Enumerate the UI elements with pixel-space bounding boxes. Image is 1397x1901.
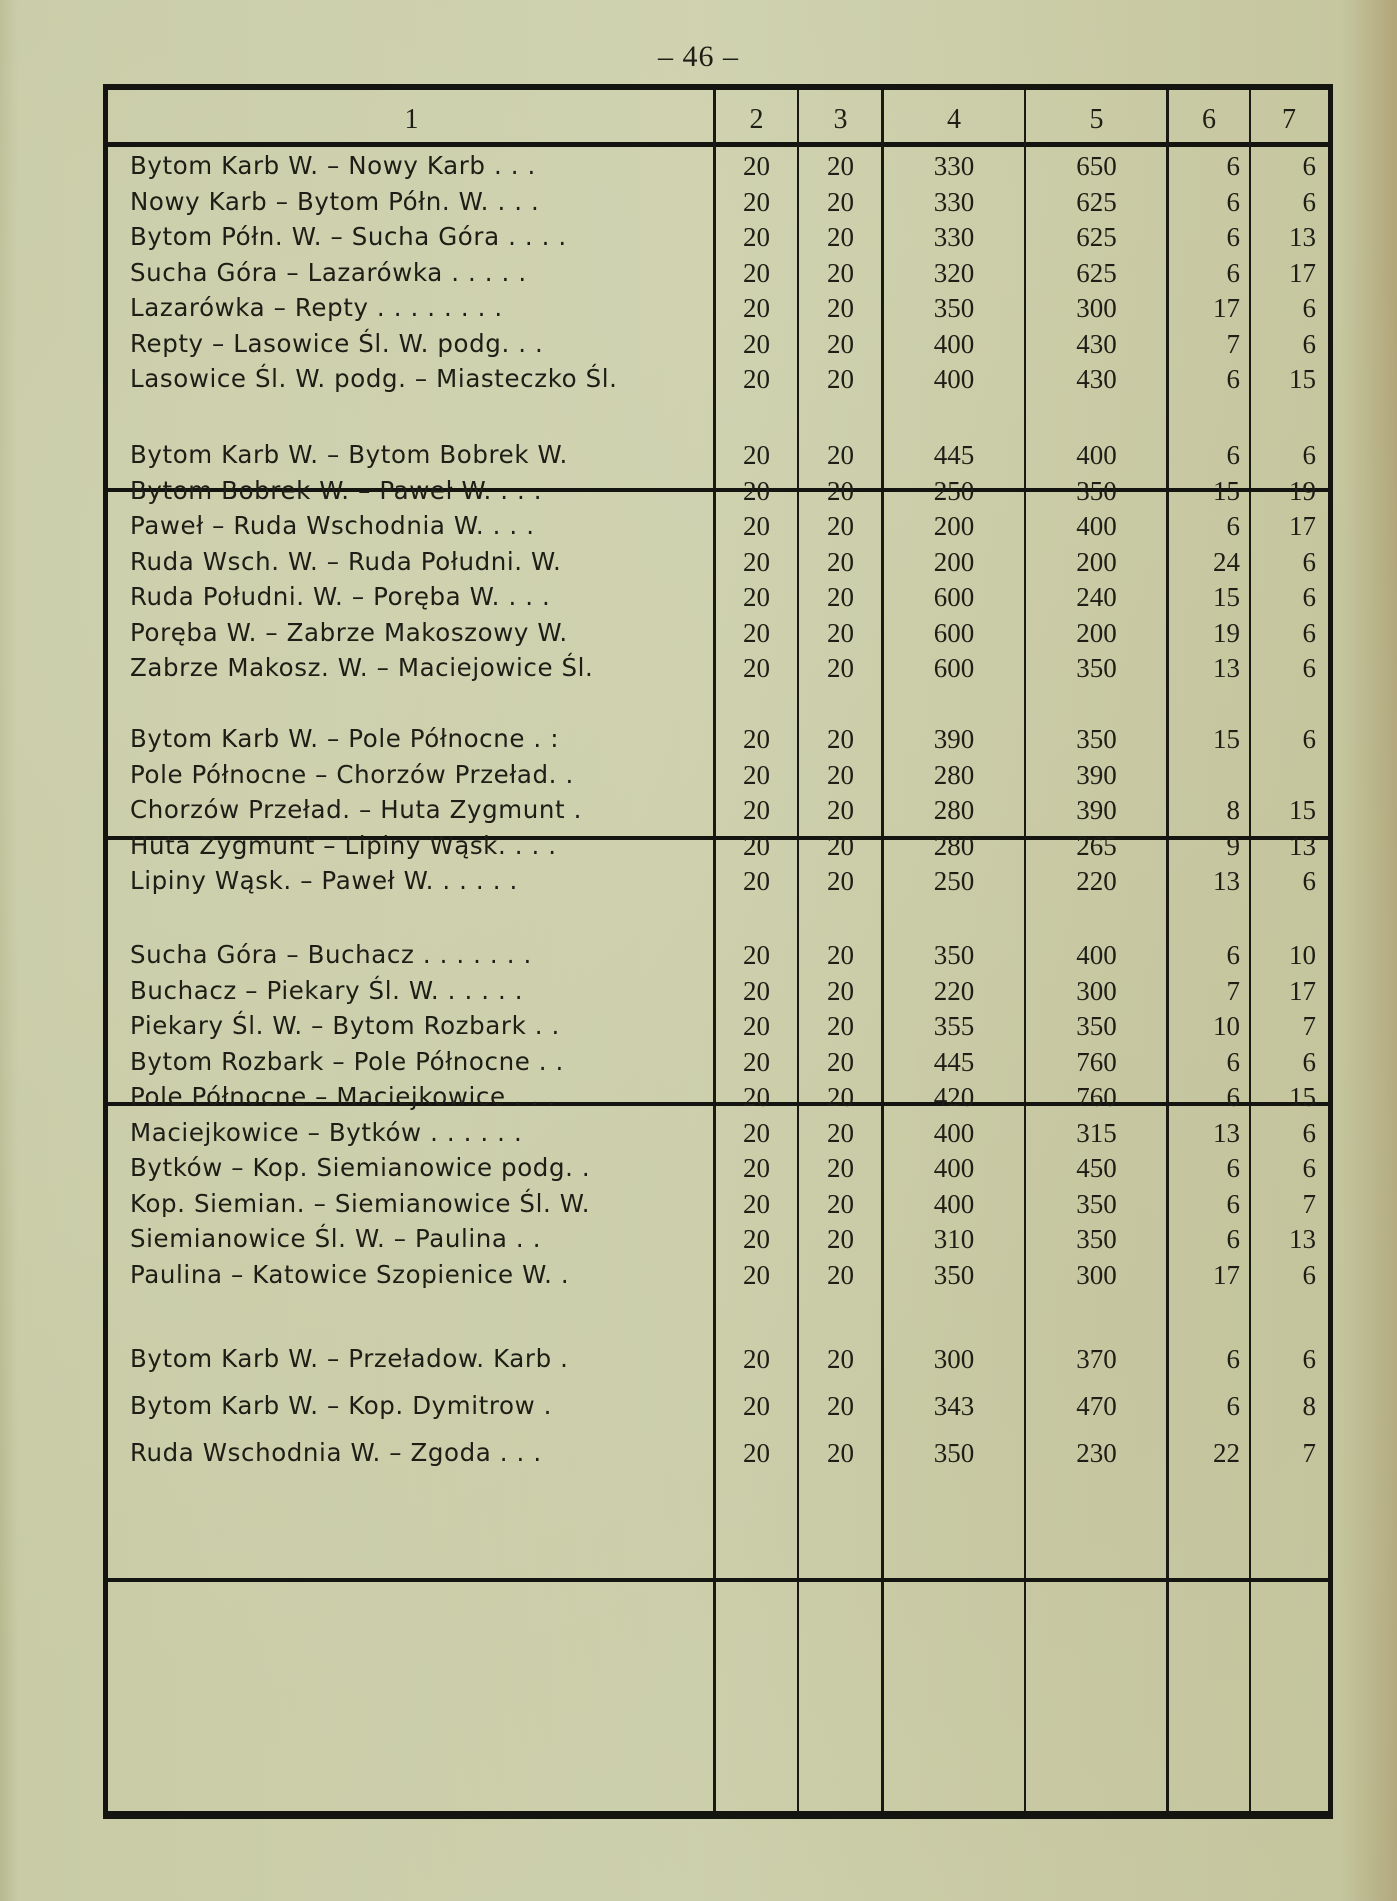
value-col-7: 6 — [1302, 440, 1316, 470]
value-col-7: 6 — [1302, 151, 1316, 181]
route-name: Bytom Karb W. – Przeładow. Karb . — [130, 1344, 569, 1373]
value-col-5: 390 — [1076, 759, 1117, 790]
value-col-3: 20 — [827, 1438, 854, 1468]
value-col-3: 20 — [827, 617, 854, 648]
value-col-5: 400 — [1076, 511, 1117, 541]
value-col-5: 350 — [1076, 724, 1117, 754]
table-row — [108, 937, 1328, 973]
value-col-3: 20 — [827, 1082, 854, 1112]
route-name: Bytom Karb W. – Bytom Bobrek W. — [130, 440, 568, 469]
header-col-7: 7 — [1282, 104, 1296, 135]
value-col-4: 330 — [933, 222, 975, 252]
value-col-6: 22 — [1213, 1438, 1240, 1468]
value-col-6: 6 — [1226, 1046, 1240, 1077]
value-col-4: 600 — [933, 653, 975, 683]
value-col-3: 20 — [827, 1259, 854, 1290]
value-col-5: 625 — [1076, 222, 1117, 252]
route-name: Zabrze Makosz. W. – Maciejowice Śl. — [130, 653, 594, 682]
route-name: Ruda Wsch. W. – Ruda Południ. W. — [130, 546, 562, 576]
header-col-2: 2 — [749, 104, 764, 135]
table-row — [108, 792, 1328, 828]
value-col-6: 8 — [1226, 795, 1240, 825]
value-col-2: 20 — [743, 546, 770, 577]
value-col-7: 6 — [1302, 1117, 1316, 1148]
value-col-3: 20 — [827, 1188, 854, 1219]
table-bottom-border — [108, 1811, 1328, 1819]
value-col-3: 20 — [827, 257, 854, 288]
route-name: Sucha Góra – Lazarówka . . . . . — [130, 257, 527, 287]
route-name: Poręba W. – Zabrze Makoszowy W. — [130, 617, 568, 647]
table-row — [108, 615, 1328, 651]
value-col-2: 20 — [743, 724, 770, 754]
section-divider — [108, 1578, 1328, 1582]
value-col-2: 20 — [743, 222, 770, 252]
value-col-4: 320 — [933, 257, 975, 288]
value-col-7: 8 — [1302, 1391, 1316, 1421]
value-col-2: 20 — [743, 653, 770, 683]
value-col-7: 17 — [1289, 975, 1316, 1006]
value-col-2: 20 — [743, 186, 770, 217]
value-col-4: 600 — [933, 617, 975, 648]
route-name: Buchacz – Piekary Śl. W. . . . . . — [130, 975, 524, 1005]
route-name: Lasowice Śl. W. podg. – Miasteczko Śl. — [130, 364, 618, 393]
value-col-6: 15 — [1213, 582, 1240, 612]
value-col-3: 20 — [827, 328, 854, 359]
value-col-5: 625 — [1076, 186, 1117, 217]
value-col-4: 280 — [933, 795, 975, 825]
value-col-6: 6 — [1226, 1391, 1240, 1421]
value-col-6: 6 — [1226, 151, 1240, 181]
value-col-5: 300 — [1076, 1259, 1117, 1290]
value-col-2: 20 — [743, 293, 770, 323]
value-col-7: 19 — [1289, 475, 1316, 506]
table-row — [108, 1221, 1328, 1257]
table-row — [108, 650, 1328, 686]
value-col-5: 220 — [1076, 866, 1117, 896]
route-name: Bytków – Kop. Siemianowice podg. . — [130, 1153, 591, 1182]
route-name: Sucha Góra – Buchacz . . . . . . . — [130, 940, 532, 969]
value-col-4: 330 — [933, 186, 975, 217]
value-col-7: 7 — [1302, 1188, 1316, 1219]
value-col-5: 230 — [1076, 1438, 1117, 1468]
value-col-4: 350 — [933, 293, 975, 323]
table-row — [108, 361, 1328, 397]
value-col-4: 250 — [933, 866, 975, 896]
value-col-2: 20 — [743, 1259, 770, 1290]
value-col-7: 6 — [1302, 546, 1316, 577]
value-col-4: 400 — [933, 1117, 975, 1148]
table-row — [108, 219, 1328, 255]
value-col-7: 6 — [1302, 1153, 1316, 1183]
value-col-5: 650 — [1076, 151, 1117, 181]
route-table — [103, 84, 1333, 1819]
value-col-6: 6 — [1226, 1344, 1240, 1374]
value-col-5: 450 — [1076, 1153, 1117, 1183]
value-col-5: 350 — [1076, 1011, 1117, 1041]
value-col-2: 20 — [743, 151, 770, 181]
table-row — [108, 1257, 1328, 1293]
value-col-4: 390 — [933, 724, 975, 754]
value-col-5: 430 — [1076, 328, 1117, 359]
table-row — [108, 255, 1328, 291]
value-col-7: 6 — [1302, 1259, 1316, 1290]
value-col-3: 20 — [827, 364, 854, 394]
route-name: Bytom Karb W. – Nowy Karb . . . — [130, 151, 536, 180]
value-col-7: 10 — [1289, 940, 1316, 970]
route-name: Huta Zygmunt – Lipiny Wąsk. . . . — [130, 830, 557, 860]
value-col-5: 760 — [1076, 1046, 1117, 1077]
value-col-3: 20 — [827, 866, 854, 896]
value-col-6: 15 — [1213, 475, 1240, 506]
value-col-4: 280 — [933, 830, 975, 861]
value-col-2: 20 — [743, 1153, 770, 1183]
value-col-2: 20 — [743, 257, 770, 288]
table-row — [108, 1341, 1328, 1377]
value-col-3: 20 — [827, 222, 854, 252]
route-name: Ruda Południ. W. – Poręba W. . . . — [130, 582, 551, 611]
value-col-4: 355 — [933, 1011, 975, 1041]
value-col-3: 20 — [827, 795, 854, 825]
table-row — [108, 148, 1328, 184]
value-col-5: 240 — [1076, 582, 1117, 612]
value-col-2: 20 — [743, 475, 770, 506]
value-col-5: 370 — [1076, 1344, 1117, 1374]
value-col-2: 20 — [743, 440, 770, 470]
value-col-4: 300 — [933, 1344, 975, 1374]
value-col-3: 20 — [827, 151, 854, 181]
value-col-2: 20 — [743, 1344, 770, 1374]
table-row — [108, 473, 1328, 509]
value-col-5: 350 — [1076, 475, 1117, 506]
value-col-7: 6 — [1302, 617, 1316, 648]
value-col-5: 390 — [1076, 795, 1117, 825]
value-col-5: 430 — [1076, 364, 1117, 394]
value-col-2: 20 — [743, 759, 770, 790]
value-col-5: 350 — [1076, 1224, 1117, 1254]
value-col-2: 20 — [743, 1224, 770, 1254]
value-col-4: 600 — [933, 582, 975, 612]
value-col-3: 20 — [827, 1224, 854, 1254]
value-col-6: 6 — [1226, 1082, 1240, 1112]
value-col-2: 20 — [743, 511, 770, 541]
value-col-6: 6 — [1226, 511, 1240, 541]
route-name: Siemianowice Śl. W. – Paulina . . — [130, 1224, 542, 1253]
value-col-6: 6 — [1226, 1224, 1240, 1254]
table-row — [108, 1079, 1328, 1115]
value-col-5: 470 — [1076, 1391, 1117, 1421]
value-col-4: 220 — [933, 975, 975, 1006]
value-col-7: 7 — [1302, 1011, 1316, 1041]
table-row — [108, 579, 1328, 615]
value-col-4: 350 — [933, 1259, 975, 1290]
value-col-3: 20 — [827, 1117, 854, 1148]
value-col-4: 420 — [933, 1082, 975, 1112]
route-name: Pole Północne – Maciejkowice . . . — [130, 1082, 556, 1111]
value-col-7 — [1250, 757, 1316, 793]
value-col-3: 20 — [827, 475, 854, 506]
route-name: Paulina – Katowice Szopienice W. . — [130, 1259, 570, 1289]
value-col-3: 20 — [827, 511, 854, 541]
value-col-2: 20 — [743, 328, 770, 359]
value-col-7: 7 — [1302, 1438, 1316, 1468]
value-col-6: 19 — [1213, 617, 1240, 648]
value-col-2: 20 — [743, 795, 770, 825]
value-col-5: 760 — [1076, 1082, 1117, 1112]
value-col-4: 310 — [933, 1224, 975, 1254]
value-col-5: 265 — [1076, 830, 1117, 861]
route-name: Bytom Karb W. – Kop. Dymitrow . — [130, 1391, 552, 1420]
table-row — [108, 721, 1328, 757]
value-col-3: 20 — [827, 440, 854, 470]
route-name: Lipiny Wąsk. – Paweł W. . . . . . — [130, 866, 518, 895]
table-row — [108, 1435, 1328, 1471]
value-col-6: 6 — [1226, 364, 1240, 394]
value-col-4: 400 — [933, 1188, 975, 1219]
value-col-3: 20 — [827, 1391, 854, 1421]
table-row — [108, 1388, 1328, 1424]
table-row — [108, 973, 1328, 1009]
value-col-6: 6 — [1226, 1188, 1240, 1219]
value-col-2: 20 — [743, 364, 770, 394]
value-col-7: 6 — [1302, 293, 1316, 323]
value-col-2: 20 — [743, 1391, 770, 1421]
value-col-2: 20 — [743, 1188, 770, 1219]
value-col-6: 6 — [1226, 440, 1240, 470]
value-col-2: 20 — [743, 975, 770, 1006]
value-col-2: 20 — [743, 830, 770, 861]
value-col-2: 20 — [743, 1438, 770, 1468]
value-col-6: 6 — [1226, 257, 1240, 288]
value-col-6: 24 — [1213, 546, 1240, 577]
value-col-4: 445 — [933, 1046, 975, 1077]
value-col-7: 17 — [1289, 511, 1316, 541]
table-row — [108, 508, 1328, 544]
value-col-2: 20 — [743, 940, 770, 970]
value-col-7: 13 — [1289, 830, 1316, 861]
route-name: Bytom Bobrek W. – Paweł W. . . . — [130, 475, 543, 505]
route-name: Nowy Karb – Bytom Półn. W. . . . — [130, 186, 540, 216]
value-col-6: 7 — [1226, 328, 1240, 359]
header-col-6: 6 — [1202, 104, 1216, 135]
value-col-4: 330 — [933, 151, 975, 181]
value-col-5: 350 — [1076, 653, 1117, 683]
value-col-2: 20 — [743, 617, 770, 648]
table-row — [108, 863, 1328, 899]
table-row — [108, 326, 1328, 362]
value-col-4: 250 — [933, 475, 975, 506]
value-col-2: 20 — [743, 1011, 770, 1041]
value-col-6: 13 — [1213, 866, 1240, 896]
value-col-4: 445 — [933, 440, 975, 470]
value-col-6: 17 — [1213, 1259, 1240, 1290]
header-col-4: 4 — [947, 104, 961, 135]
table-row — [108, 1044, 1328, 1080]
value-col-4: 400 — [933, 364, 975, 394]
value-col-7: 13 — [1289, 1224, 1316, 1254]
value-col-7: 13 — [1289, 222, 1316, 252]
value-col-3: 20 — [827, 1153, 854, 1183]
value-col-7: 6 — [1302, 582, 1316, 612]
table-row — [108, 544, 1328, 580]
value-col-4: 200 — [933, 511, 975, 541]
table-top-border — [108, 84, 1328, 90]
route-name: Bytom Karb W. – Pole Północne . : — [130, 724, 560, 753]
table-row — [108, 184, 1328, 220]
route-name: Bytom Półn. W. – Sucha Góra . . . . — [130, 222, 567, 251]
value-col-4: 350 — [933, 940, 975, 970]
route-name: Kop. Siemian. – Siemianowice Śl. W. — [130, 1188, 591, 1218]
value-col-7: 15 — [1289, 795, 1316, 825]
value-col-6: 9 — [1226, 830, 1240, 861]
value-col-7: 6 — [1302, 1344, 1316, 1374]
page-number: – 46 – — [658, 40, 739, 73]
table-row — [108, 1186, 1328, 1222]
value-col-6: 7 — [1226, 975, 1240, 1006]
value-col-4: 200 — [933, 546, 975, 577]
value-col-6: 6 — [1226, 940, 1240, 970]
value-col-4: 350 — [933, 1438, 975, 1468]
value-col-6: 6 — [1226, 222, 1240, 252]
route-name: Ruda Wschodnia W. – Zgoda . . . — [130, 1438, 542, 1467]
route-name: Lazarówka – Repty . . . . . . . . — [130, 293, 503, 322]
value-col-6: 13 — [1213, 1117, 1240, 1148]
value-col-6: 10 — [1213, 1011, 1240, 1041]
value-col-2: 20 — [743, 1046, 770, 1077]
value-col-5: 625 — [1076, 257, 1117, 288]
route-name: Repty – Lasowice Śl. W. podg. . . — [130, 328, 544, 358]
route-name: Pole Północne – Chorzów Przeład. . — [130, 759, 574, 789]
value-col-5: 400 — [1076, 940, 1117, 970]
table-row — [108, 1150, 1328, 1186]
value-col-3: 20 — [827, 1344, 854, 1374]
route-name: Paweł – Ruda Wschodnia W. . . . — [130, 511, 535, 540]
value-col-4: 343 — [933, 1391, 975, 1421]
value-col-3: 20 — [827, 830, 854, 861]
value-col-5: 300 — [1076, 975, 1117, 1006]
value-col-7: 6 — [1302, 724, 1316, 754]
value-col-3: 20 — [827, 546, 854, 577]
value-col-6: 6 — [1226, 1153, 1240, 1183]
value-col-5: 200 — [1076, 546, 1117, 577]
value-col-5: 300 — [1076, 293, 1117, 323]
header-divider — [108, 142, 1328, 147]
value-col-6: 6 — [1226, 186, 1240, 217]
value-col-2: 20 — [743, 582, 770, 612]
value-col-3: 20 — [827, 293, 854, 323]
value-col-5: 315 — [1076, 1117, 1117, 1148]
value-col-7: 6 — [1302, 653, 1316, 683]
value-col-4: 280 — [933, 759, 975, 790]
table-row — [108, 290, 1328, 326]
route-name: Piekary Śl. W. – Bytom Rozbark . . — [130, 1011, 560, 1040]
table-row — [108, 757, 1328, 793]
value-col-3: 20 — [827, 724, 854, 754]
table-row — [108, 437, 1328, 473]
value-col-5: 400 — [1076, 440, 1117, 470]
value-col-6: 17 — [1213, 293, 1240, 323]
header-col-5: 5 — [1089, 104, 1104, 135]
route-name: Bytom Rozbark – Pole Północne . . — [130, 1046, 564, 1076]
value-col-4: 400 — [933, 1153, 975, 1183]
value-col-2: 20 — [743, 1117, 770, 1148]
value-col-7: 6 — [1302, 1046, 1316, 1077]
value-col-7: 6 — [1302, 866, 1316, 896]
value-col-5: 200 — [1076, 617, 1117, 648]
table-row — [108, 1115, 1328, 1151]
value-col-5: 350 — [1076, 1188, 1117, 1219]
value-col-6 — [1168, 757, 1240, 793]
value-col-2: 20 — [743, 1082, 770, 1112]
value-col-7: 15 — [1289, 364, 1316, 394]
value-col-7: 17 — [1289, 257, 1316, 288]
value-col-3: 20 — [827, 653, 854, 683]
value-col-2: 20 — [743, 866, 770, 896]
value-col-6: 15 — [1213, 724, 1240, 754]
route-name: Chorzów Przeład. – Huta Zygmunt . — [130, 795, 582, 824]
value-col-3: 20 — [827, 759, 854, 790]
header-col-3: 3 — [833, 104, 848, 135]
value-col-3: 20 — [827, 1046, 854, 1077]
value-col-7: 6 — [1302, 186, 1316, 217]
value-col-7: 15 — [1289, 1082, 1316, 1112]
value-col-3: 20 — [827, 582, 854, 612]
value-col-3: 20 — [827, 940, 854, 970]
value-col-3: 20 — [827, 975, 854, 1006]
header-col-1: 1 — [404, 104, 419, 135]
value-col-3: 20 — [827, 186, 854, 217]
route-name: Maciejkowice – Bytków . . . . . . — [130, 1117, 523, 1147]
value-col-6: 13 — [1213, 653, 1240, 683]
value-col-3: 20 — [827, 1011, 854, 1041]
value-col-4: 400 — [933, 328, 975, 359]
value-col-7: 6 — [1302, 328, 1316, 359]
table-row — [108, 1008, 1328, 1044]
table-row — [108, 828, 1328, 864]
